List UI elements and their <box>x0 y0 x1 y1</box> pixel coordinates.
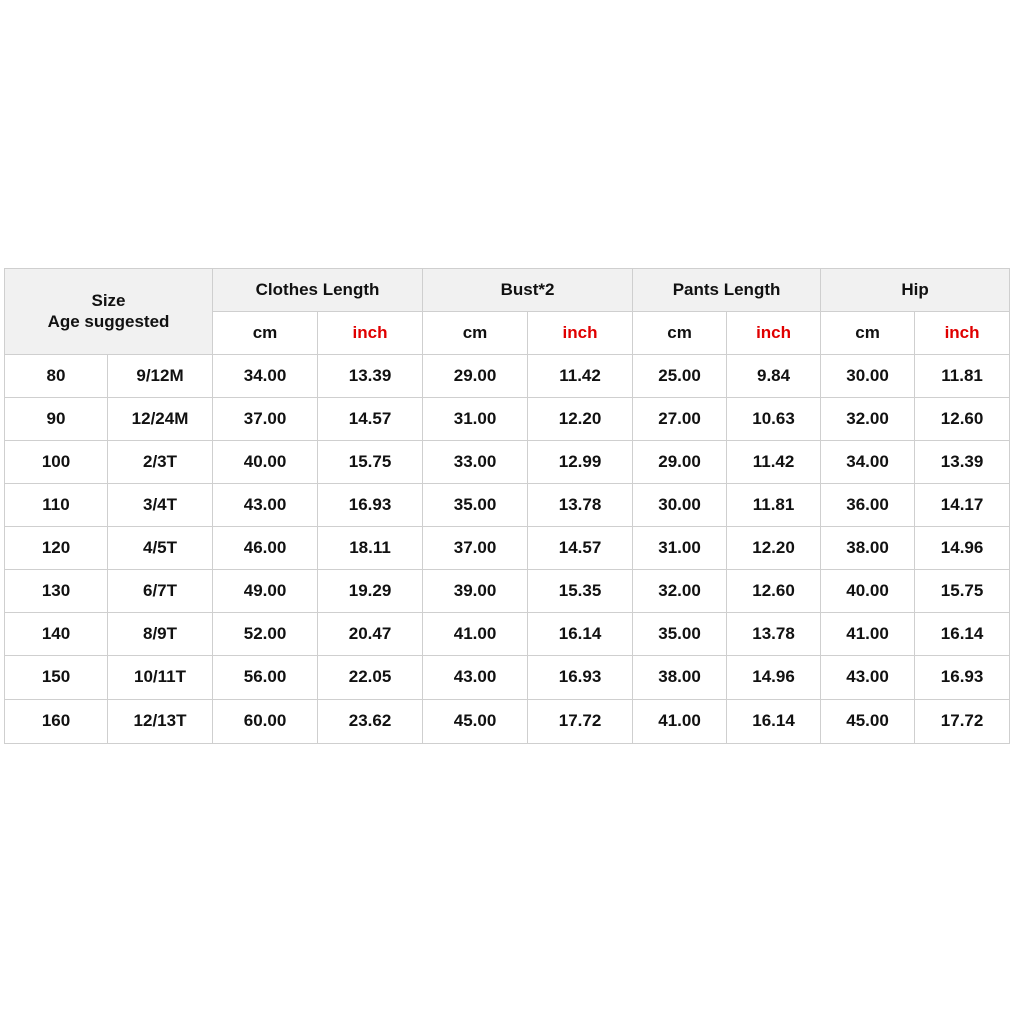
clothes-length-cm-cell: 40.00 <box>213 441 318 484</box>
unit-header-cm: cm <box>423 312 528 355</box>
hip-cm-cell: 43.00 <box>821 656 915 700</box>
pants-length-cm-cell: 25.00 <box>633 355 727 398</box>
pants-length-inch-cell: 14.96 <box>727 656 821 700</box>
clothes-length-cm-cell: 49.00 <box>213 570 318 613</box>
hip-inch-cell: 14.96 <box>915 527 1010 570</box>
bust-inch-cell: 11.42 <box>528 355 633 398</box>
bust-inch-cell: 13.78 <box>528 484 633 527</box>
age-cell: 10/11T <box>108 656 213 700</box>
hip-inch-cell: 13.39 <box>915 441 1010 484</box>
pants-length-cm-cell: 30.00 <box>633 484 727 527</box>
pants-length-inch-cell: 13.78 <box>727 613 821 656</box>
size-cell: 100 <box>5 441 108 484</box>
age-cell: 2/3T <box>108 441 213 484</box>
bust-inch-cell: 12.20 <box>528 398 633 441</box>
pants-length-inch-cell: 11.42 <box>727 441 821 484</box>
size-age-header-cell <box>5 269 213 355</box>
table-row <box>5 656 1010 700</box>
age-cell: 4/5T <box>108 527 213 570</box>
hip-cm-cell: 38.00 <box>821 527 915 570</box>
size-cell: 160 <box>5 700 108 744</box>
clothes-length-inch-cell: 18.11 <box>318 527 423 570</box>
bust-cm-cell: 37.00 <box>423 527 528 570</box>
table-row <box>5 613 1010 656</box>
table-row <box>5 700 1010 744</box>
bust-cm-cell: 41.00 <box>423 613 528 656</box>
size-cell: 80 <box>5 355 108 398</box>
size-cell: 150 <box>5 656 108 700</box>
pants-length-cm-cell: 35.00 <box>633 613 727 656</box>
bust-cm-cell: 29.00 <box>423 355 528 398</box>
table-row <box>5 355 1010 398</box>
table-row <box>5 527 1010 570</box>
hip-header: Hip <box>821 269 1010 312</box>
table-row <box>5 570 1010 613</box>
hip-cm-cell: 45.00 <box>821 700 915 744</box>
size-cell: 90 <box>5 398 108 441</box>
size-header-label: Size <box>91 291 126 311</box>
hip-cm-cell: 30.00 <box>821 355 915 398</box>
clothes-length-inch-cell: 20.47 <box>318 613 423 656</box>
clothes-length-inch-cell: 23.62 <box>318 700 423 744</box>
table-row <box>5 484 1010 527</box>
age-cell: 6/7T <box>108 570 213 613</box>
bust-cm-cell: 33.00 <box>423 441 528 484</box>
bust-cm-cell: 43.00 <box>423 656 528 700</box>
clothes-length-inch-cell: 22.05 <box>318 656 423 700</box>
bust-inch-cell: 12.99 <box>528 441 633 484</box>
hip-inch-cell: 17.72 <box>915 700 1010 744</box>
age-cell: 8/9T <box>108 613 213 656</box>
pants-length-cm-cell: 31.00 <box>633 527 727 570</box>
pants-length-inch-cell: 12.60 <box>727 570 821 613</box>
pants-length-header: Pants Length <box>633 269 821 312</box>
bust-cm-cell: 31.00 <box>423 398 528 441</box>
clothes-length-cm-cell: 60.00 <box>213 700 318 744</box>
age-cell: 9/12M <box>108 355 213 398</box>
bust-inch-cell: 16.93 <box>528 656 633 700</box>
clothes-length-cm-cell: 43.00 <box>213 484 318 527</box>
hip-cm-cell: 41.00 <box>821 613 915 656</box>
clothes-length-inch-cell: 13.39 <box>318 355 423 398</box>
age-cell: 3/4T <box>108 484 213 527</box>
bust-inch-cell: 17.72 <box>528 700 633 744</box>
size-cell: 130 <box>5 570 108 613</box>
unit-header-inch: inch <box>318 312 423 355</box>
pants-length-cm-cell: 41.00 <box>633 700 727 744</box>
unit-header-cm: cm <box>633 312 727 355</box>
hip-cm-cell: 40.00 <box>821 570 915 613</box>
clothes-length-inch-cell: 19.29 <box>318 570 423 613</box>
header-row-groups <box>5 269 1010 312</box>
unit-header-inch: inch <box>528 312 633 355</box>
pants-length-cm-cell: 38.00 <box>633 656 727 700</box>
size-chart-table <box>4 268 1010 744</box>
bust-inch-cell: 16.14 <box>528 613 633 656</box>
age-cell: 12/13T <box>108 700 213 744</box>
hip-inch-cell: 16.14 <box>915 613 1010 656</box>
bust-cm-cell: 45.00 <box>423 700 528 744</box>
clothes-length-header: Clothes Length <box>213 269 423 312</box>
bust-inch-cell: 14.57 <box>528 527 633 570</box>
unit-header-cm: cm <box>213 312 318 355</box>
clothes-length-cm-cell: 37.00 <box>213 398 318 441</box>
hip-inch-cell: 11.81 <box>915 355 1010 398</box>
bust-header: Bust*2 <box>423 269 633 312</box>
bust-inch-cell: 15.35 <box>528 570 633 613</box>
bust-cm-cell: 39.00 <box>423 570 528 613</box>
pants-length-cm-cell: 27.00 <box>633 398 727 441</box>
unit-header-inch: inch <box>915 312 1010 355</box>
pants-length-cm-cell: 29.00 <box>633 441 727 484</box>
pants-length-inch-cell: 9.84 <box>727 355 821 398</box>
table-row <box>5 441 1010 484</box>
hip-cm-cell: 32.00 <box>821 398 915 441</box>
clothes-length-cm-cell: 52.00 <box>213 613 318 656</box>
pants-length-inch-cell: 16.14 <box>727 700 821 744</box>
pants-length-inch-cell: 11.81 <box>727 484 821 527</box>
bust-cm-cell: 35.00 <box>423 484 528 527</box>
pants-length-inch-cell: 10.63 <box>727 398 821 441</box>
clothes-length-cm-cell: 56.00 <box>213 656 318 700</box>
hip-cm-cell: 36.00 <box>821 484 915 527</box>
age-suggested-header-label: Age suggested <box>47 311 170 331</box>
hip-inch-cell: 14.17 <box>915 484 1010 527</box>
pants-length-inch-cell: 12.20 <box>727 527 821 570</box>
hip-cm-cell: 34.00 <box>821 441 915 484</box>
clothes-length-inch-cell: 16.93 <box>318 484 423 527</box>
unit-header-inch: inch <box>727 312 821 355</box>
hip-inch-cell: 12.60 <box>915 398 1010 441</box>
table-row <box>5 398 1010 441</box>
hip-inch-cell: 15.75 <box>915 570 1010 613</box>
clothes-length-cm-cell: 46.00 <box>213 527 318 570</box>
age-cell: 12/24M <box>108 398 213 441</box>
clothes-length-inch-cell: 14.57 <box>318 398 423 441</box>
size-cell: 120 <box>5 527 108 570</box>
clothes-length-inch-cell: 15.75 <box>318 441 423 484</box>
size-cell: 140 <box>5 613 108 656</box>
size-cell: 110 <box>5 484 108 527</box>
pants-length-cm-cell: 32.00 <box>633 570 727 613</box>
clothes-length-cm-cell: 34.00 <box>213 355 318 398</box>
unit-header-cm: cm <box>821 312 915 355</box>
hip-inch-cell: 16.93 <box>915 656 1010 700</box>
